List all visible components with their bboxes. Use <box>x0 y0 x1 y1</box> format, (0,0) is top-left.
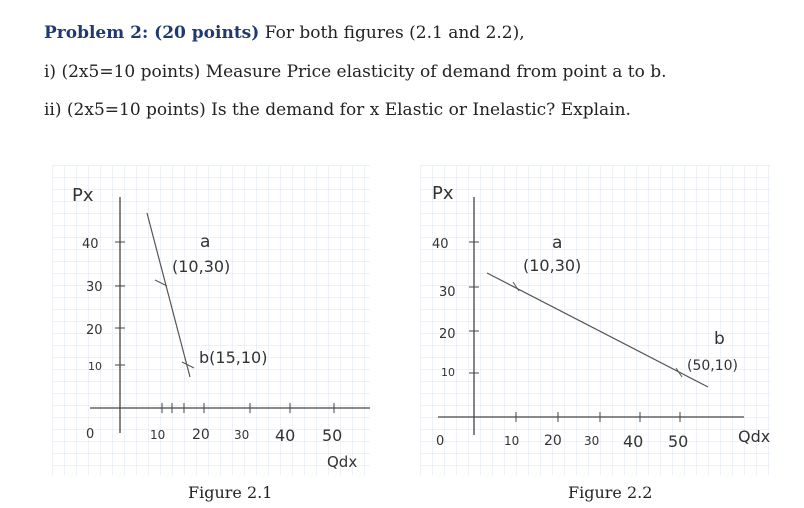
y-tick-label: 30 <box>86 280 103 295</box>
figure-2-1-graph <box>52 165 370 475</box>
point-b-coords: (50,10) <box>687 358 739 374</box>
x-tick-label: 20 <box>192 427 210 443</box>
problem-heading: Problem 2: (20 points) <box>44 23 260 43</box>
y-tick-label: 30 <box>439 285 456 300</box>
x-tick-label: 20 <box>544 433 562 449</box>
point-b-label <box>199 348 267 367</box>
y-tick-label: 20 <box>86 323 103 338</box>
figure-2-1 <box>52 165 370 475</box>
point-a-coords: (10,30) <box>172 257 231 276</box>
x-tick-label: 40 <box>623 432 644 451</box>
x-axis-label: Qdx <box>327 453 358 471</box>
x-tick-label: 10 <box>504 434 520 448</box>
problem-part-ii: ii) (2x5=10 points) Is the demand for x Elastic or Inelastic? Explain. <box>44 100 631 120</box>
figure-2-2 <box>420 165 770 475</box>
problem-heading-line <box>44 23 525 43</box>
point-b-coords: (15,10) <box>209 348 268 367</box>
point-b-name: b <box>714 329 725 349</box>
y-tick-label: 40 <box>432 237 449 252</box>
x-tick-label: 40 <box>275 426 296 445</box>
y-tick-label: 20 <box>439 327 456 342</box>
origin-label: 0 <box>86 427 95 442</box>
figure-2-2-caption: Figure 2.2 <box>568 483 653 502</box>
x-tick-label: 50 <box>322 426 343 445</box>
y-axis-label: Px <box>72 185 94 206</box>
point-b-name: b <box>199 348 210 367</box>
x-tick-label: 50 <box>668 432 689 451</box>
figure-2-2-graph <box>420 165 770 475</box>
point-a-name: a <box>552 233 563 253</box>
y-tick-label: 40 <box>82 237 99 252</box>
point-a-coords: (10,30) <box>523 256 582 275</box>
x-tick-label: 30 <box>584 434 600 448</box>
x-tick-label: 30 <box>234 428 250 442</box>
point-a-name: a <box>200 232 211 252</box>
graph-paper-grid <box>420 165 770 475</box>
x-axis-label: Qdx <box>738 427 770 446</box>
origin-label: 0 <box>436 434 445 449</box>
problem-part-i: i) (2x5=10 points) Measure Price elasticity of demand from point a to b. <box>44 62 667 82</box>
x-tick-label: 10 <box>150 428 166 442</box>
problem-intro: For both figures (2.1 and 2.2), <box>259 23 525 43</box>
y-tick-label: 10 <box>88 360 102 373</box>
y-axis-label: Px <box>432 183 454 204</box>
figure-2-1-caption: Figure 2.1 <box>188 483 273 502</box>
y-tick-label: 10 <box>441 366 455 379</box>
